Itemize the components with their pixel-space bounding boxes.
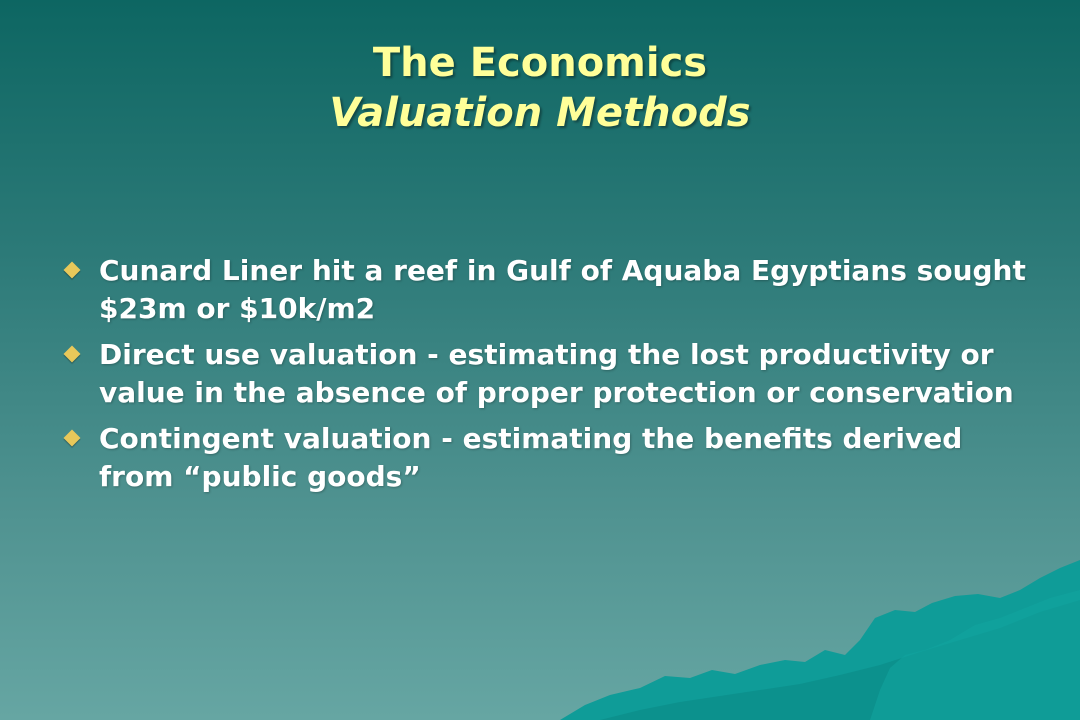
bullet-list: [62, 252, 1032, 504]
bullet-item-1: [62, 252, 1032, 328]
bullet-item-2: [62, 336, 1032, 412]
diamond-bullet-icon: [64, 346, 81, 363]
bullet-text-1: Cunard Liner hit a reef in Gulf of Aquaba Egyptians sought $23m or $10k/m2: [99, 254, 1026, 325]
bullet-text-2: Direct use valuation - estimating the lost productivity or value in the absence of proper protection or conservation: [99, 338, 1014, 409]
bullet-item-3: [62, 420, 1032, 496]
title-line-2: Valuation Methods: [329, 90, 751, 136]
title-line-1: The Economics: [372, 40, 708, 86]
slide-title: [0, 38, 1080, 138]
diamond-bullet-icon: [64, 262, 81, 279]
diamond-bullet-icon: [64, 430, 81, 447]
bullet-text-3: Contingent valuation - estimating the benefits derived from “public goods”: [99, 422, 963, 493]
